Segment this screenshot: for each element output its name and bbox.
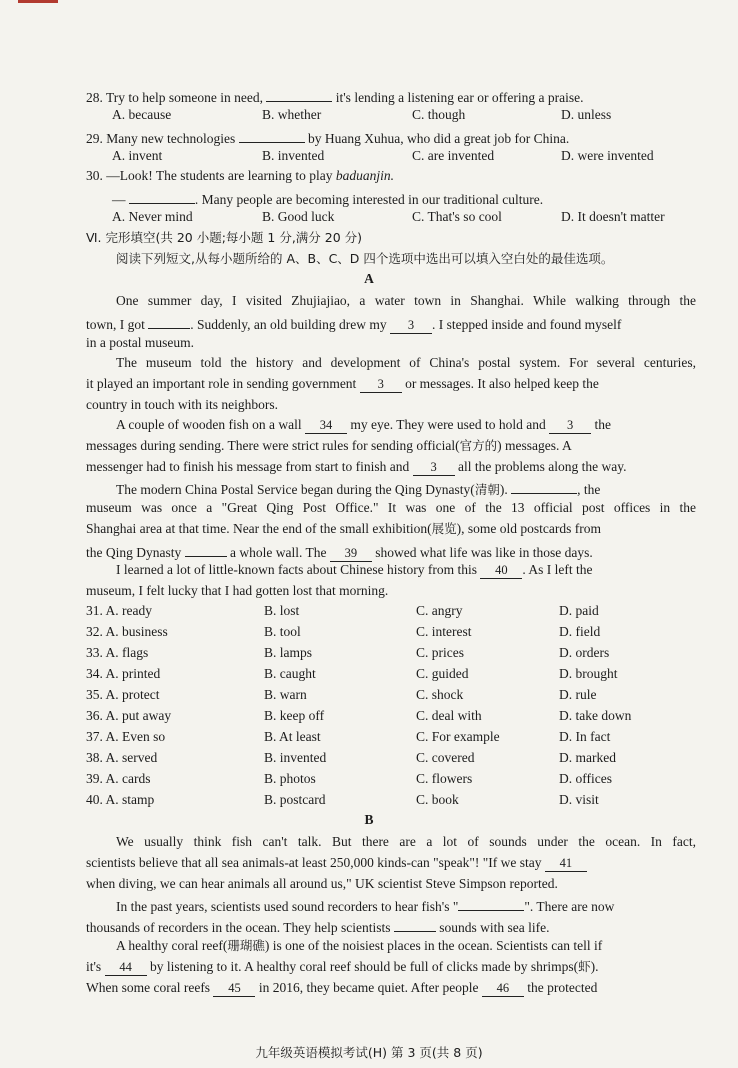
passage-b-p3-line1: A healthy coral reef(珊瑚礁) is one of the noisiest places in the ocean. Scientists can tell if <box>116 938 603 953</box>
passage-a-p3-line1: A couple of wooden fish on a wall 34 my eye. They were used to hold and 3 the <box>116 417 612 432</box>
passage-b-p2-line2: thousands of recorders in the ocean. They help scientists sounds with sea life. <box>86 916 550 937</box>
blank-43 <box>394 916 436 932</box>
passage-b-p1-line1: We usually think fish can't talk. But there are a lot of sounds under the ocean. In fact, <box>116 834 696 849</box>
q29-option-d: D. were invented <box>561 148 654 163</box>
blank-33: 3 <box>360 377 402 393</box>
q30-option-b: B. Good luck <box>262 209 335 224</box>
blank-40: 40 <box>480 563 522 579</box>
q30-option-c: C. That's so cool <box>412 209 502 224</box>
passage-a-label: A <box>364 271 374 286</box>
passage-b-p3-line3: When some coral reefs 45 in 2016, they became quiet. After people 46 the protected <box>86 980 598 995</box>
passage-a-p1-line1: One summer day, I visited Zhujiajiao, a water town in Shanghai. While walking through the <box>116 293 696 308</box>
page-footer: 九年级英语模拟考试(H) 第 3 页(共 8 页) <box>255 1045 483 1060</box>
passage-a-p5-line2: museum, I felt lucky that I had gotten lost that morning. <box>86 583 389 598</box>
q28-option-d: D. unless <box>561 107 612 122</box>
blank-32: 3 <box>390 318 432 334</box>
question-30-reply: — . Many people are becoming interested in our traditional culture. <box>112 188 543 209</box>
passage-a-p4-line3: Shanghai area at that time. Near the end of the small exhibition(展览), some old postcards from <box>86 521 602 536</box>
blank-37 <box>511 478 577 494</box>
passage-a-p5-line1: I learned a lot of little-known facts about Chinese history from this 40 . As I left the <box>116 562 593 577</box>
q28-option-c: C. though <box>412 107 466 122</box>
blank-45: 45 <box>213 981 255 997</box>
passage-a-p4-line4: the Qing Dynasty a whole wall. The 39 showed what life was like in those days. <box>86 541 593 562</box>
blank-46: 46 <box>482 981 524 997</box>
blank-34: 34 <box>305 418 347 434</box>
section-6-instruction: 阅读下列短文,从每小题所给的 A、B、C、D 四个选项中选出可以填入空白处的最佳选项。 <box>116 251 614 266</box>
q30-option-a: A. Never mind <box>112 209 193 224</box>
q29-option-a: A. invent <box>112 148 163 163</box>
red-corner-mark <box>18 0 58 3</box>
q30-option-d: D. It doesn't matter <box>561 209 665 224</box>
exam-page: 28. Try to help someone in need, it's lending a listening ear or offering a praise. A. because B. whether C. though D. unless 29. Many new technologies by Huang Xuhua, who did a great job for China. A. invent B. invented C. are invented D. were invented 30. —Look! The students are learning to play baduanjin. — . Many people are becoming interested in our traditional culture. A. Never mind B. Good luck C. That's so cool D. It doesn't matter Ⅵ. 完形填空(共 20 小题;每小题 1 分,满分 20 分) 阅读下列短文,从每小题所给的 A、B、C、D 四个选项中选出可以填入空白处的最佳选项。 A One summer day, I visited Zhujiajiao, a water town in Shanghai. While walking through the town, I got . Suddenly, an old building drew my 3 . I stepped inside and found myself in a postal museum. The museum told the history and development of China's postal system. For several centuries, it played an important role in sending government 3 or messages. It also helped keep the country in touch with its neighbors. A couple of wooden fish on a wall 34 my eye. They were used to hold and 3 the messages during sending. There were strict rules for sending official(官方的) messages. A messenger had to finish his message from start to finish and 3 all the problems along the way. The modern China Postal Service began during the Qing Dynasty(清朝). , the museum was once a "Great Qing Post Office." It was one of the 13 official post offices in the Shanghai area at that time. Near the end of the small exhibition(展览), some old postcards from the Qing Dynasty a whole wall. The 39 showed what life was like in those days. I learned a lot of little-known facts about Chinese history from this 40 . As I left the museum, I felt lucky that I had gotten lost that morning. 31. A. ready B. lost C. angry D. paid 32. A. business B. tool C. interest D. field 33. A. flags B. lamps C. prices D. orders 34. A. printed B. caught C. guided D. brought 35. A. protect B. warn C. shock D. rule 36. A. put away B. keep off C. deal with D. take down 37. A. Even so B. At least C. For example D. In fact 38. A. served B. invented C. covered D. marked 39. A. cards B. photos C. flowers D. offices 40. A. stamp B. postcard C. book D. visit B We usually think fish can't talk. But there are a lot of sounds under the ocean. In fact, scientists believe that all sea animals-at least 250,000 kinds-can "speak"! "If we stay 41 when diving, we can hear animals all around us," UK scientist Steve Simpson reported. In the past years, scientists used sound recorders to hear fish's " ". There are now thousands of recorders in the ocean. They help scientists sounds with sea life. A healthy coral reef(珊瑚礁) is one of the noisiest places in the ocean. Scientists can tell if it's 44 by listening to it. A healthy coral reef should be full of clicks made by shrimps(虾). When some coral reefs 45 in 2016, they became quiet. After people 46 the protected 九年级英语模拟考试(H) 第 3 页(共 8 页) <box>0 0 738 1068</box>
blank-36: 3 <box>413 460 455 476</box>
q29-blank <box>239 127 305 143</box>
blank-41: 41 <box>545 856 587 872</box>
passage-a-p2-line2: it played an important role in sending government 3 or messages. It also helped keep the <box>86 376 599 391</box>
q28-option-a: A. because <box>112 107 172 122</box>
passage-a-p4-line2: museum was once a "Great Qing Post Office." It was one of the 13 official post offices in the <box>86 500 696 515</box>
blank-39: 39 <box>330 546 372 562</box>
passage-a-p3-line3: messenger had to finish his message from start to finish and 3 all the problems along the way. <box>86 459 627 474</box>
blank-38 <box>185 541 227 557</box>
q29-option-b: B. invented <box>262 148 325 163</box>
passage-a-p2-line3: country in touch with its neighbors. <box>86 397 278 412</box>
q28-option-b: B. whether <box>262 107 322 122</box>
passage-a-p1-line3: in a postal museum. <box>86 335 194 350</box>
blank-35: 3 <box>549 418 591 434</box>
q30-blank <box>129 188 195 204</box>
blank-42 <box>458 895 524 911</box>
passage-a-p3-line2: messages during sending. There were strict rules for sending official(官方的) messages. A <box>86 438 572 453</box>
q28-blank <box>266 86 332 102</box>
blank-44: 44 <box>105 960 147 976</box>
passage-b-label: B <box>364 812 374 827</box>
q29-option-c: C. are invented <box>412 148 495 163</box>
question-30-stem: 30. —Look! The students are learning to play baduanjin. <box>86 168 394 183</box>
passage-b-p1-line3: when diving, we can hear animals all around us," UK scientist Steve Simpson reported. <box>86 876 558 891</box>
passage-a-p2-line1: The museum told the history and development of China's postal system. For several centuries, <box>116 355 696 370</box>
question-28-stem: 28. Try to help someone in need, it's lending a listening ear or offering a praise. <box>86 86 583 107</box>
passage-b-p2-line1: In the past years, scientists used sound recorders to hear fish's " ". There are now <box>116 895 614 916</box>
question-29-stem: 29. Many new technologies by Huang Xuhua, who did a great job for China. <box>86 127 569 148</box>
blank-31 <box>148 313 190 329</box>
section-6-title: Ⅵ. 完形填空(共 20 小题;每小题 1 分,满分 20 分) <box>86 230 363 245</box>
passage-b-p1-line2: scientists believe that all sea animals-at least 250,000 kinds-can "speak"! "If we stay 41 <box>86 854 587 872</box>
passage-b-p3-line2: it's 44 by listening to it. A healthy coral reef should be full of clicks made by shrimps(虾). <box>86 959 599 974</box>
passage-a-p4-line1: The modern China Postal Service began during the Qing Dynasty(清朝). , the <box>116 478 600 499</box>
passage-a-p1-line2: town, I got . Suddenly, an old building drew my 3 . I stepped inside and found myself <box>86 313 621 334</box>
